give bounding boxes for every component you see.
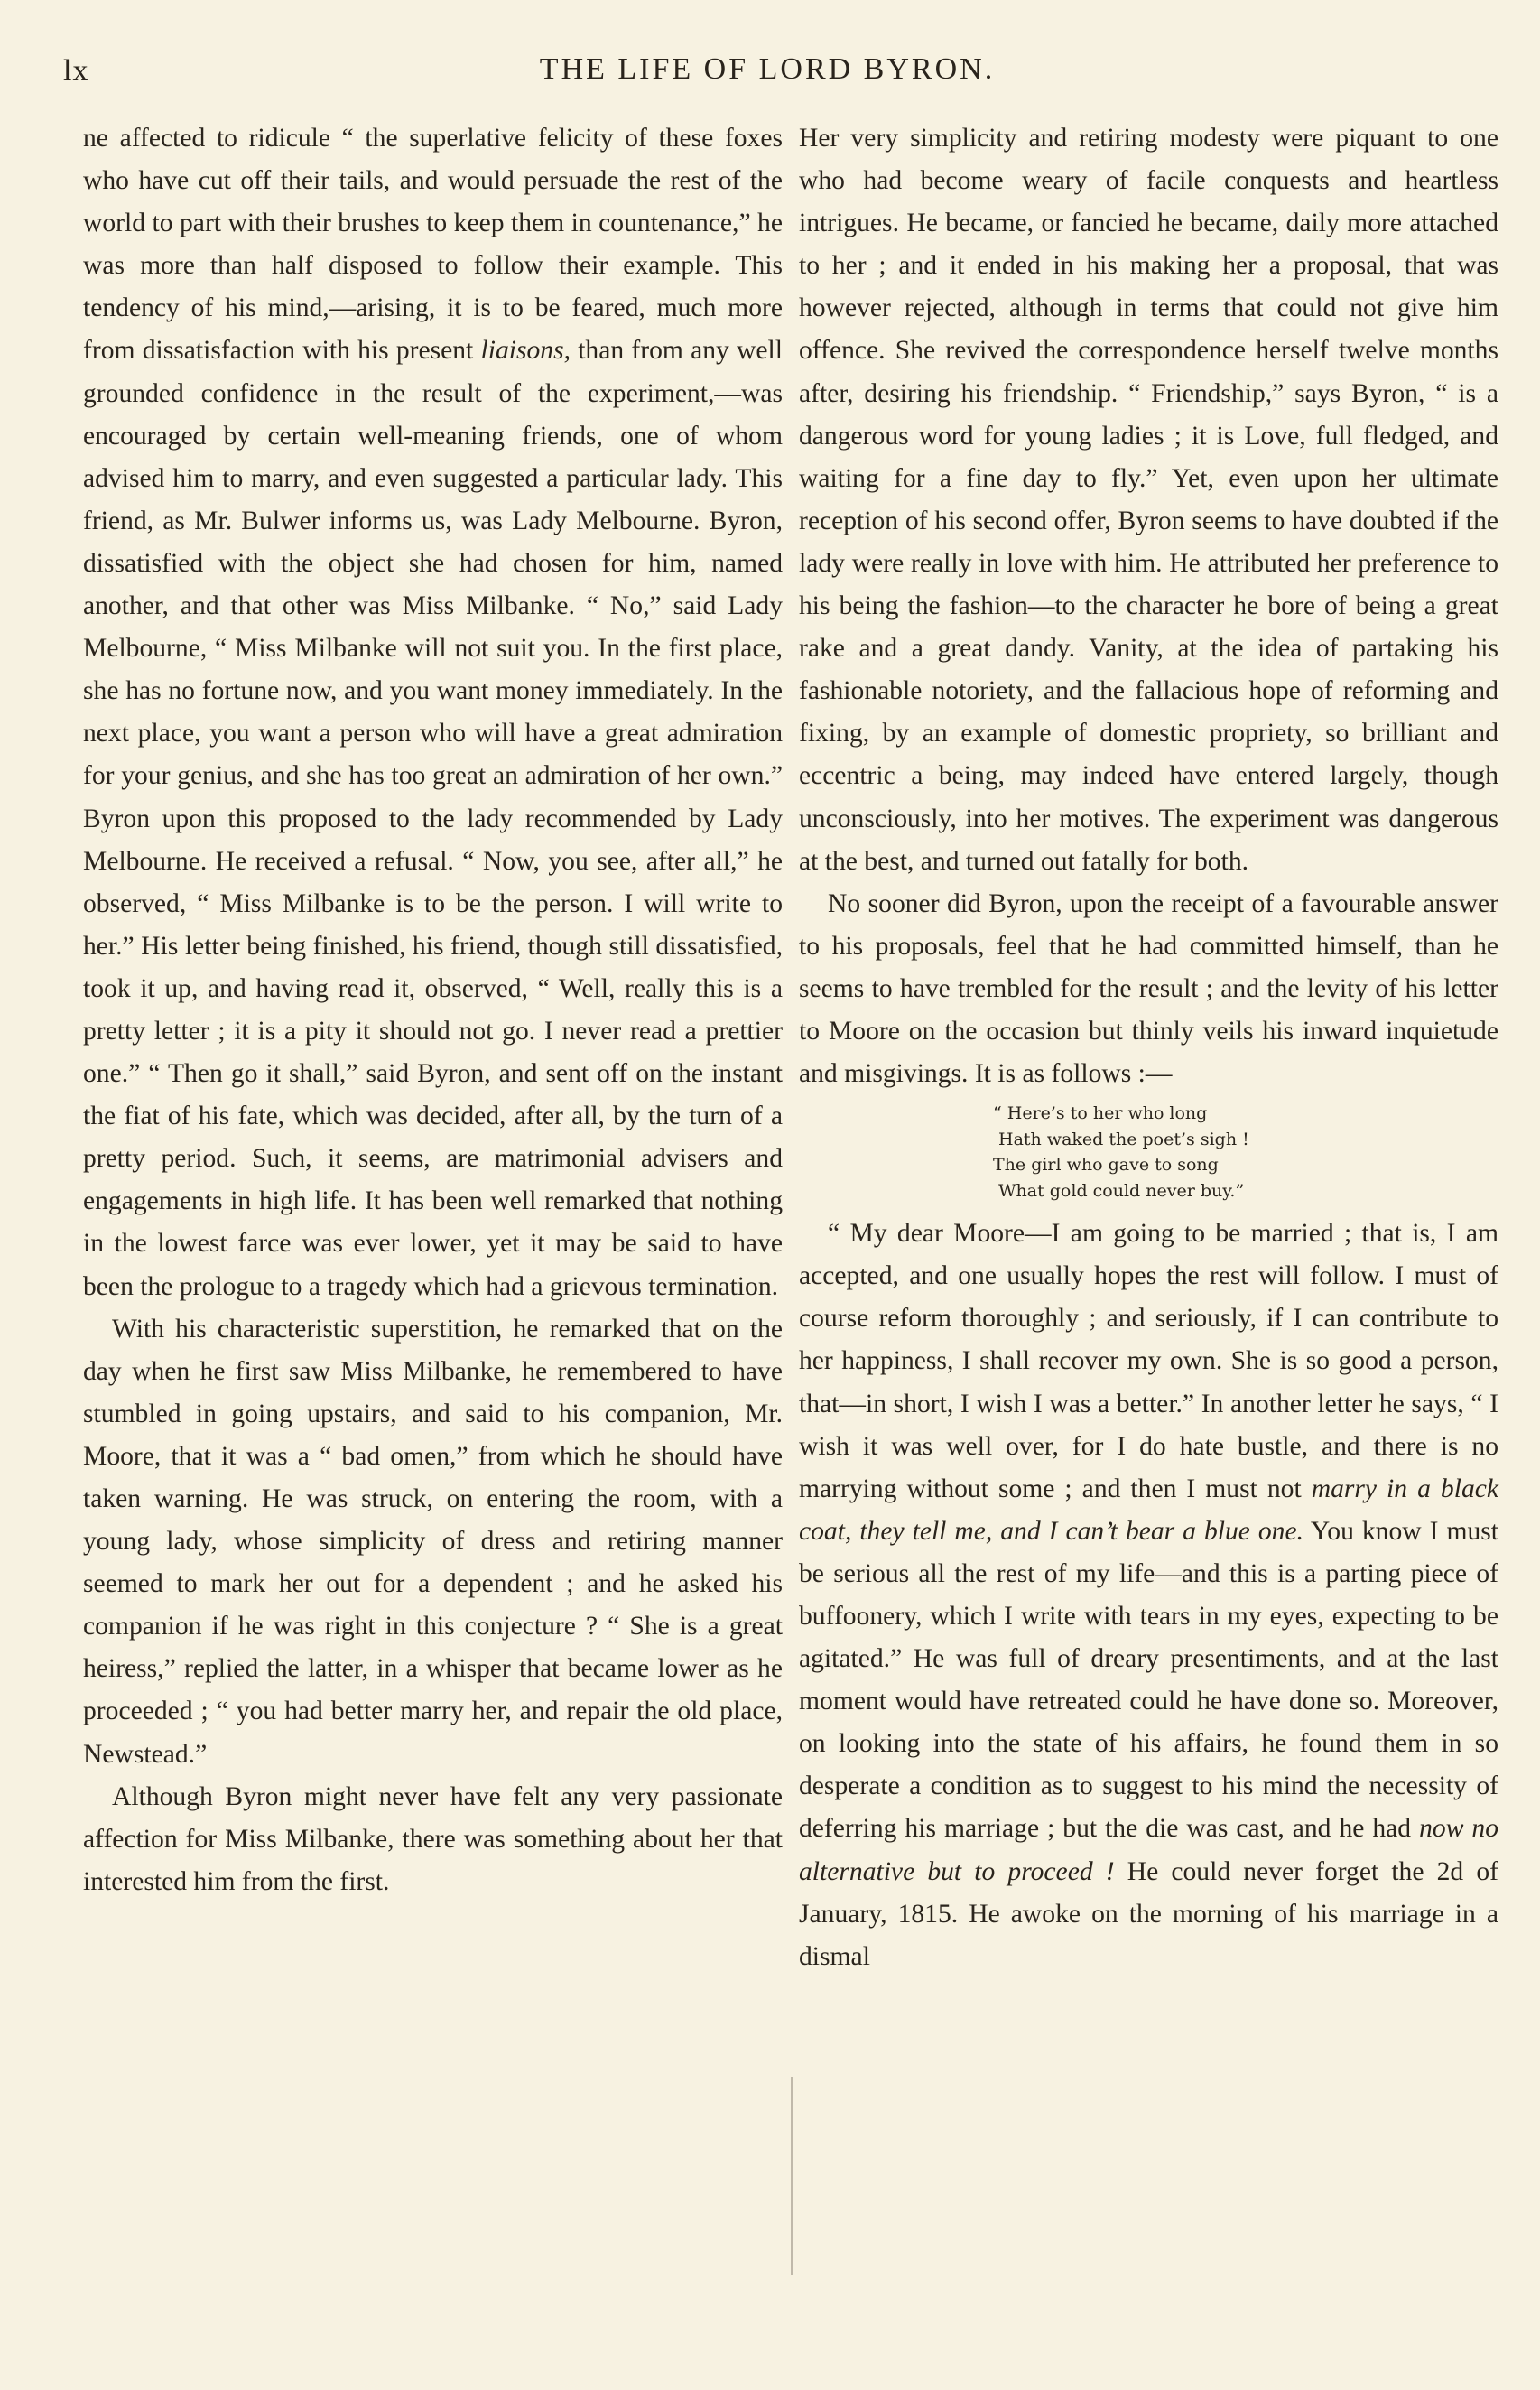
page-number: lx (63, 54, 89, 88)
left-paragraph-2: With his characteristic superstition, he remarked that on the day when he first saw Miss Milbanke, he remembered to have stumbled in going upstairs, and said to his companion, Mr. Moore, that it was a “ bad omen,” from which he should have taken warning. He was struck, on entering the room, with a young lady, whose simplicity of dress and retiring manner seemed to mark her out for a dependent ; and he asked his companion if he was right in this conjecture ? “ She is a great heiress,” replied the latter, in a whisper that became lower as he proceeded ; “ you had better marry her, and repair the old place, Newstead.” (83, 1314, 783, 1769)
right-paragraph-3 (799, 1213, 1498, 1978)
left-paragraph-3: Although Byron might never have felt any very passionate affection for Miss Milbanke, there was something about her that interested him from the first. (83, 1781, 783, 1896)
verse-line: Hath waked the poet’s sigh ! (998, 1129, 1249, 1149)
right-p3-text-a: “ My dear Moore—I am going to be married ; that is, I am accepted, and one usually hopes the rest will follow. I must of course reform thoroughly ; and seriously, if I can contribute to her happiness, I shall recover my own. She is so good a person, that—in short, I wish I was a better.” In another letter he says, “ I wish it was well over, for I do hate bustle, and there is no marrying without some ; and then I must not (799, 1219, 1498, 1503)
right-paragraph-2: No sooner did Byron, upon the receipt of a favourable answer to his proposals, feel that he had committed himself, than he seems to have trembled for the result ; and the levity of his letter to Moore on the occasion but thinly veils his inward inquietude and misgivings. It is as follows :— (799, 888, 1498, 1089)
right-p3-text-c: He could never forget the 2d of January, 1815. He awoke on the morning of his marriage in a dismal (799, 1856, 1498, 1971)
left-p1-text-b: than from any well grounded confidence in the result of the experiment,—was encouraged by certain well-meaning friends, one of whom advised him to marry, and even suggested a particular lady. This friend, as Mr. Bulwer informs us, was Lady Melbourne. Byron, dissatisfied with the object she had chosen for him, named another, and that other was Miss Milbanke. “ No,” said Lady Melbourne, “ Miss Milbanke will not suit you. In the first place, she has no fortune now, and you want money immediately. In the next place, you want a person who will have a great admiration for your genius, and she has too great an admiration of her own.” Byron upon this proposed to the lady recommended by Lady Melbourne. He received a refusal. “ Now, you see, after all,” he observed, “ Miss Milbanke is to be the person. I will write to her.” His letter being finished, his friend, though still dissatisfied, took it up, and having read it, observed, “ Well, really this is a pretty letter ; it is a pity it should not go. I never read a prettier one.” “ Then go it shall,” said Byron, and sent off on the instant the fiat of his fate, which was decided, after all, by the turn of a pretty period. Such, it seems, are matrimonial advisers and engagements in high life. It has been well remarked that nothing in the lowest farce was ever lower, yet it may be said to have been the prologue to a tragedy which had a grievous termination. (83, 336, 783, 1301)
verse-quotation (993, 1101, 1498, 1204)
right-p3-italic-2: now no alternative but to proceed ! (799, 1814, 1499, 1886)
left-p1-italic: liaisons, (480, 336, 571, 366)
right-p3-italic-1: marry in a black coat, they tell me, and I can’t bear a blue one. (799, 1474, 1499, 1546)
column-divider (791, 2077, 793, 2275)
verse-line: What gold could never buy.” (998, 1180, 1245, 1201)
verse-line: “ Here’s to her who long (993, 1103, 1208, 1124)
left-p1-text-a: ne affected to ridicule “ the superlative felicity of these foxes who have cut off their tails, and would persuade the rest of the world to part with their brushes to keep them in countenance,” he was more than half disposed to follow their example. This tendency of his mind,—arising, it is to be feared, much more from dissatisfaction with his present (83, 124, 783, 366)
left-paragraph-1 (83, 117, 783, 1308)
left-column (83, 117, 783, 1903)
right-column (799, 117, 1498, 1978)
right-paragraph-1: Her very simplicity and retiring modesty were piquant to one who had become weary of facile conquests and heartless intrigues. He became, or fancied he became, daily more attached to her ; and it ended in his making her a proposal, that was however rejected, although in terms that could not give him offence. She revived the correspondence herself twelve months after, desiring his friendship. “ Friendship,” says Byron, “ is a dangerous word for young ladies ; it is Love, full fledged, and waiting for a fine day to fly.” Yet, even upon her ultimate reception of his second offer, Byron seems to have doubted if the lady were really in love with him. He attributed her preference to his being the fashion—to the character he bore of being a great rake and a great dandy. Vanity, at the idea of partaking his fashionable notoriety, and the fallacious hope of reforming and fixing, by an example of domestic propriety, so brilliant and eccentric a being, may indeed have entered largely, though unconsciously, into her motives. The experiment was dangerous at the best, and turned out fatally for both. (799, 124, 1498, 876)
running-title: THE LIFE OF LORD BYRON. (539, 52, 996, 86)
right-p3-text-b: You know I must be serious all the rest of my life—and this is a parting piece of buffoonery, which I write with tears in my eyes, expecting to be agitated.” He was full of dreary presentiments, and at the last moment would have retreated could he have done so. Moreover, on looking into the state of his affairs, he found them in so desperate a condition as to suggest to his mind the necessity of deferring his marriage ; but the die was cast, and he had (799, 1516, 1498, 1844)
page-header (63, 45, 1471, 99)
verse-line: The girl who gave to song (993, 1155, 1219, 1176)
